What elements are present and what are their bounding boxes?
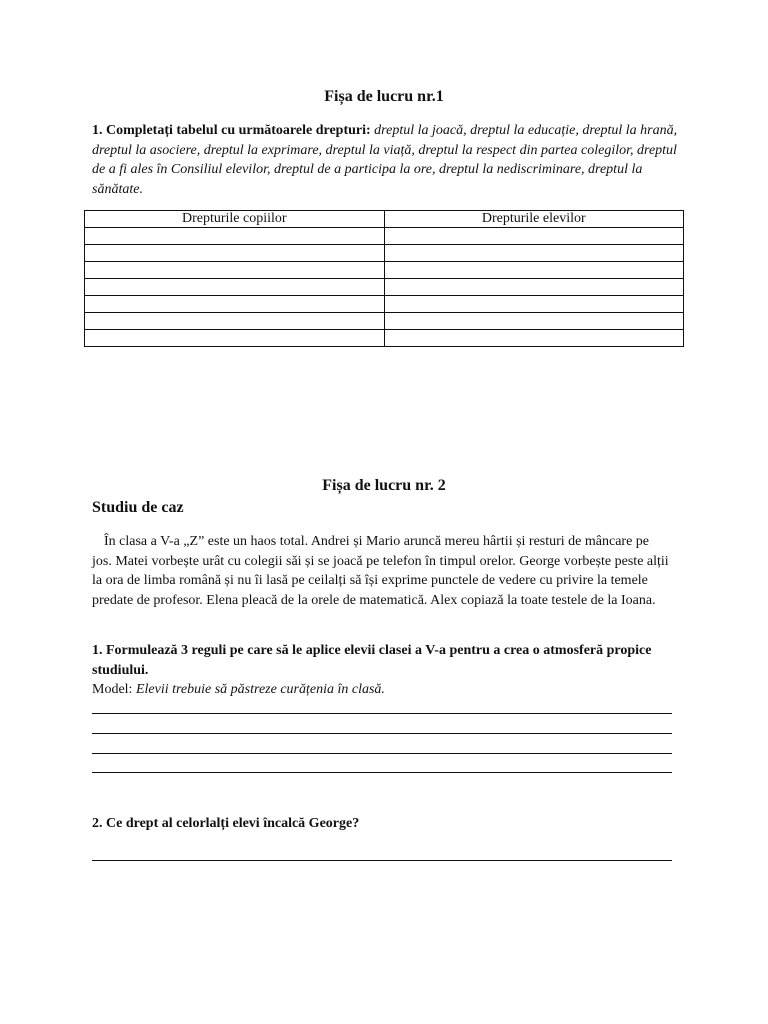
case-study-text: În clasa a V-a „Z” este un haos total. Andrei și Mario aruncă mereu hârtii și resturi de mâncare pe jos. Matei vorbește urât cu colegii săi și se joacă pe telefon în timpul orelor. George vorbește peste alții la ora de limba română și nu îi lasă pe ceilalți să își exprime punctele de vedere cu privire la temele predate de profesor. Elena pleacă de la orele de matematică. Alex copiază la toate testele de la Ioana.: [92, 534, 669, 608]
model-example: Elevii trebuie să păstreze curățenia în clasă.: [135, 682, 385, 697]
sheet1-title: Fișa de lucru nr.1: [324, 88, 444, 105]
rights-table: [84, 210, 684, 347]
instruction-bold: 1. Completați tabelul cu următoarele drepturi:: [92, 123, 371, 138]
table-row: [85, 228, 684, 245]
table-row: [85, 313, 684, 330]
answer-line[interactable]: [92, 772, 672, 773]
table-cell[interactable]: [85, 245, 385, 262]
question-1-model: [92, 680, 672, 700]
question-1: 1. Formulează 3 reguli pe care să le aplice elevii clasei a V-a pentru a crea o atmosferă propice studiului.: [92, 643, 652, 678]
column-header-child-rights: Drepturile copiilor: [85, 211, 385, 228]
table-row: [85, 330, 684, 347]
table-cell[interactable]: [85, 262, 385, 279]
table-row: [85, 279, 684, 296]
sheet2-title: Fișa de lucru nr. 2: [322, 477, 446, 494]
table-row: [85, 262, 684, 279]
table-cell[interactable]: [384, 313, 684, 330]
table-cell[interactable]: [85, 330, 385, 347]
table-cell[interactable]: [384, 330, 684, 347]
table-row: [85, 296, 684, 313]
instruction-rights-list: dreptul la joacă, dreptul la educație, dreptul la hrană, dreptul la asociere, dreptul la exprimare, dreptul la viață, dreptul la respect din partea colegilor, dreptul de a fi ales în Consiliul elevilor, dreptul de a participa la ore, dreptul la nediscriminare, dreptul la sănătate.: [92, 123, 678, 197]
answer-line[interactable]: [92, 753, 672, 754]
question-2: 2. Ce drept al celorlalți elevi încalcă George?: [92, 816, 360, 831]
answer-line[interactable]: [92, 860, 672, 861]
table-cell[interactable]: [384, 279, 684, 296]
table-cell[interactable]: [85, 279, 385, 296]
table-cell[interactable]: [85, 313, 385, 330]
table-row: [85, 245, 684, 262]
model-label: Model:: [92, 682, 133, 697]
table-cell[interactable]: [85, 296, 385, 313]
table-cell[interactable]: [85, 228, 385, 245]
table-cell[interactable]: [384, 296, 684, 313]
answer-line[interactable]: [92, 733, 672, 734]
table-cell[interactable]: [384, 262, 684, 279]
column-header-student-rights: Drepturile elevilor: [384, 211, 684, 228]
answer-line[interactable]: [92, 713, 672, 714]
case-study-heading: Studiu de caz: [92, 499, 184, 516]
table-cell[interactable]: [384, 228, 684, 245]
table-header-row: [85, 211, 684, 228]
table-cell[interactable]: [384, 245, 684, 262]
sheet1-instruction: [92, 121, 680, 199]
